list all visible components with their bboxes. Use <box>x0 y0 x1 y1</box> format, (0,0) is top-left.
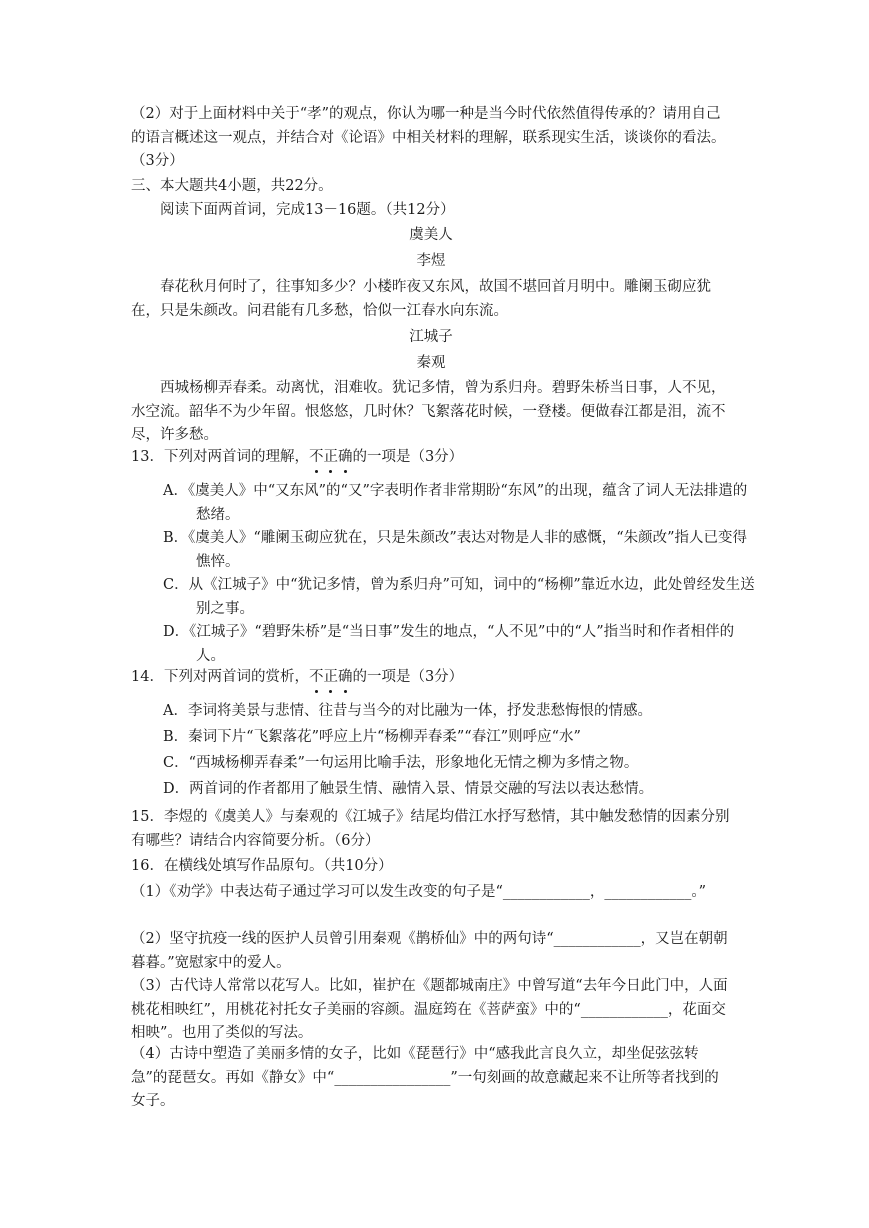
q13-stem-before: 13．下列对两首词的理解， <box>131 449 309 465</box>
q14-option-a: A．李词将美景与悲情、往昔与当今的对比融为一体，抒发悲愁悔恨的情感。 <box>163 703 652 719</box>
q13-option-b: B．《虞美人》“雕阑玉砌应犹在，只是朱颜改”表达对物是人非的感慨，“朱颜改”指人已变得憔悴。 <box>163 530 748 570</box>
q13-option-d: D．《江城子》“碧野朱桥”是“当日事”发生的地点，“人不见”中的“人”指当时和作者相伴的人。 <box>163 624 735 664</box>
q14-option-b: B．秦词下片“飞絮落花”呼应上片“杨柳弄春柔”“春江”则呼应“水” <box>163 729 581 745</box>
q14-option-d: D．两首词的作者都用了触景生情、融情入景、情景交融的写法以表达愁情。 <box>163 781 654 797</box>
poem1-title: 虞美人 <box>409 227 453 243</box>
poem1-text: 春花秋月何时了，往事知多少？小楼昨夜又东风，故国不堪回首月明中。雕阑玉砌应犹在，只是朱颜改。问君能有几多愁，恰似一江春水向东流。 <box>131 279 711 319</box>
poem1-author: 李煜 <box>416 253 446 269</box>
q15: 15．李煜的《虞美人》与秦观的《江城子》结尾均借江水抒写愁情，其中触发愁情的因素分别有哪些？请结合内容简要分析。（6分） <box>131 809 730 849</box>
q14-option-c: C．“西城杨柳弄春柔”一句运用比喻手法，形象地化无情之柳为多情之物。 <box>163 755 639 771</box>
q14-stem-after: 的一项是（3分） <box>352 669 464 685</box>
poem2-text: 西城杨柳弄春柔。动离忧，泪难收。犹记多情，曾为系归舟。碧野朱桥当日事，人不见，水空流。韶华不为少年留。恨悠悠，几时休？飞絮落花时候，一登楼。便做春江都是泪，流不尽，许多愁。 <box>131 380 726 443</box>
q14-stem-before: 14．下列对两首词的赏析， <box>131 669 309 685</box>
q13-option-a: A．《虞美人》中“又东风”的“又”字表明作者非常期盼“东风”的出现，蕴含了词人无法排遣的愁绪。 <box>163 483 748 523</box>
reading-intro: 阅读下面两首词，完成13－16题。（共12分） <box>160 202 455 218</box>
emphasis-dot-char: 正 <box>323 446 338 470</box>
emphasis-dot-char: 不 <box>309 666 324 690</box>
q13-stem-after: 的一项是（3分） <box>352 449 464 465</box>
q13-stem <box>131 446 731 470</box>
q16-stem: 16．在横线处填写作品原句。（共10分） <box>131 858 393 874</box>
poem2-author: 秦观 <box>416 355 446 371</box>
q12-part2: （2）对于上面材料中关于“孝”的观点，你认为哪一种是当今时代依然值得传承的？请用自己的语言概述这一观点，并结合对《论语》中相关材料的理解，联系现实生活，谈谈你的看法。（3分） <box>131 106 726 169</box>
emphasis-dot-char: 确 <box>338 666 353 690</box>
q16-item-4: （4）古诗中塑造了美丽多情的女子，比如《琵琶行》中“感我此言良久立，却坐促弦弦转急”的琵琶女。再如《静女》中“________________”一句刻画的故意藏起来不让所等者找到的女子。 <box>131 1046 719 1109</box>
emphasis-dot-char: 确 <box>338 446 353 470</box>
q13-option-c: C．从《江城子》中“犹记多情，曾为系归舟”可知，词中的“杨柳”靠近水边，此处曾经发生送别之事。 <box>163 577 755 617</box>
section3-heading: 三、本大题共4小题，共22分。 <box>131 178 333 194</box>
q16-item-3: （3）古代诗人常常以花写人。比如，崔护在《题都城南庄》中曾写道“去年今日此门中，人面桃花相映红”，用桃花衬托女子美丽的容颜。温庭筠在《菩萨蛮》中的“____________，花面交相映”。也用了类似的写法。 <box>131 978 728 1041</box>
q16-item-2: （2）坚守抗疫一线的医护人员曾引用秦观《鹊桥仙》中的两句诗“____________，又岂在朝朝暮暮。”宽慰家中的爱人。 <box>131 931 728 971</box>
q16-item-1: （1）《劝学》中表达荀子通过学习可以发生改变的句子是“____________，____________。” <box>131 884 707 900</box>
q14-stem <box>131 666 731 690</box>
emphasis-dot-char: 正 <box>323 666 338 690</box>
poem2-title: 江城子 <box>409 329 453 345</box>
emphasis-dot-char: 不 <box>309 446 324 470</box>
